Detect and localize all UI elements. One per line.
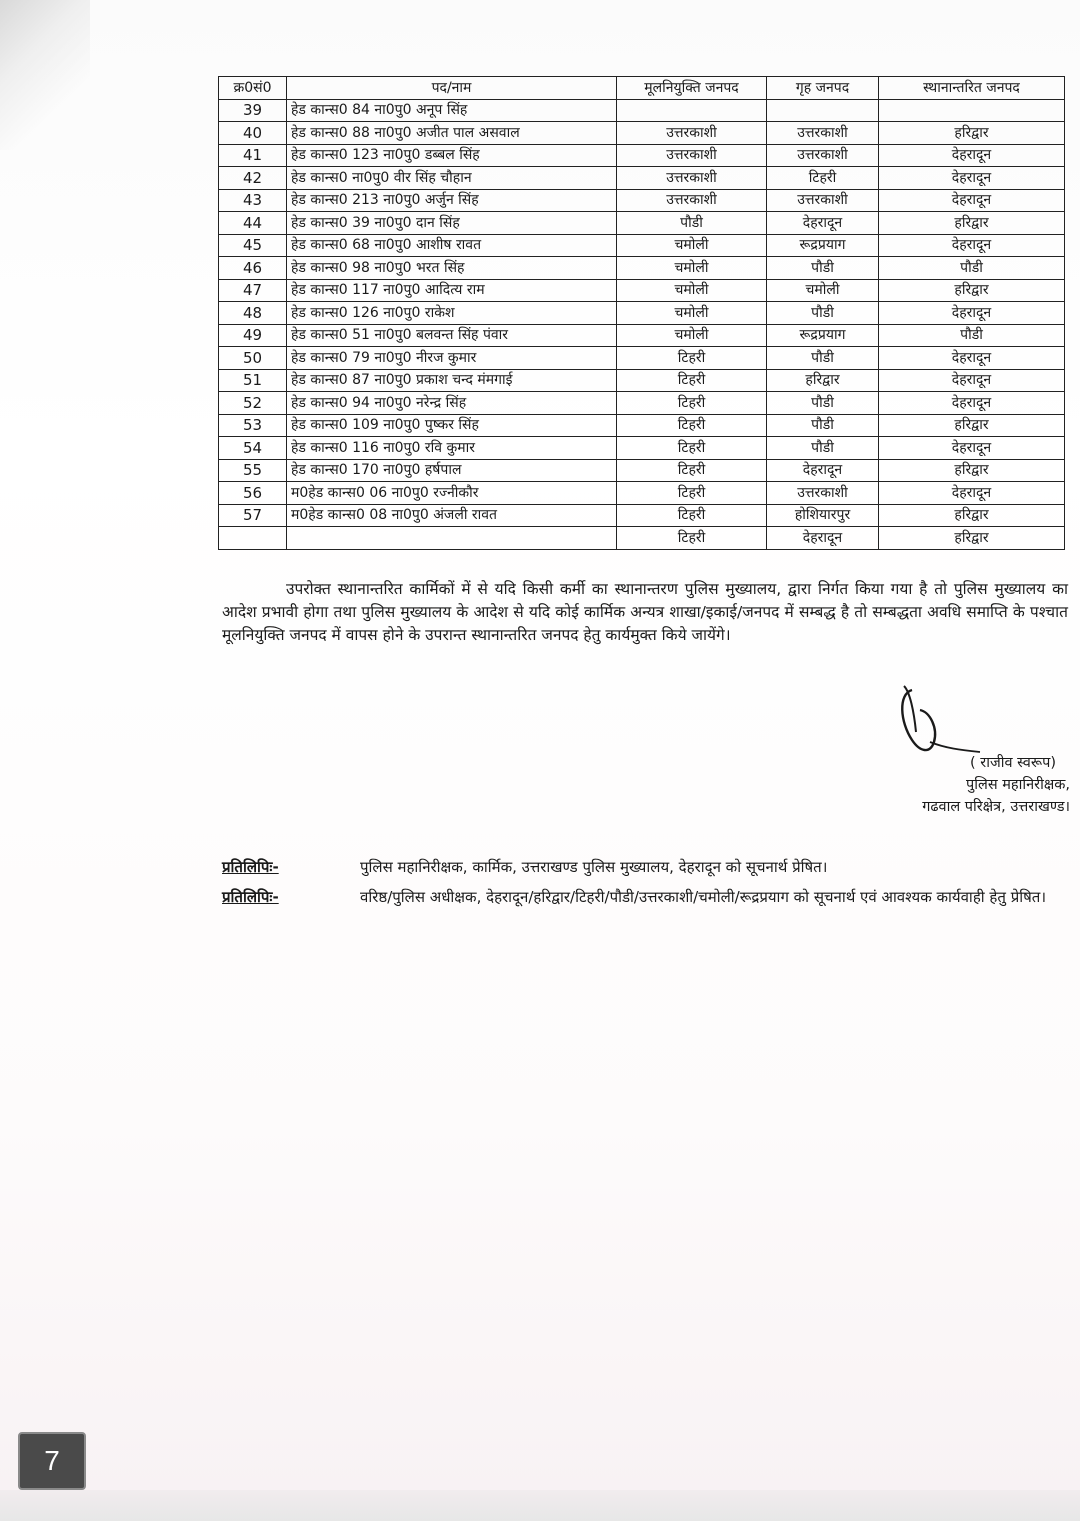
- cell-home-district: पौडी: [767, 257, 879, 280]
- cell-name: [287, 527, 617, 550]
- cell-name: हेड कान्स0 116 ना0पु0 रवि कुमार: [287, 437, 617, 460]
- cell-transferred-district: देहरादून: [879, 392, 1065, 415]
- table-body: [219, 99, 1065, 549]
- cell-transferred-district: देहरादून: [879, 167, 1065, 190]
- table-row: [219, 234, 1065, 257]
- cell-home-district: उत्तरकाशी: [767, 144, 879, 167]
- cell-transferred-district: [879, 99, 1065, 122]
- note-text: उपरोक्त स्थानान्तरित कार्मिकों में से यदि किसी कर्मी का स्थानान्तरण पुलिस मुख्यालय, द्वारा निर्गत किया गया है तो पुलिस मुख्यालय का आदेश प्रभावी होगा तथा पुलिस मुख्यालय के आदेश से यदि कोई कार्मिक अन्यत्र शाखा/इकाई/जनपद में सम्बद्ध है तो सम्बद्धता अवधि समाप्ति के पश्चात मूलनियुक्ति जनपद में वापस होने के उपरान्त स्थानान्तरित जनपद हेतु कार्यमुक्त किये जायेंगे।: [222, 580, 1068, 644]
- table-row: [219, 482, 1065, 505]
- transfer-note: [222, 578, 1068, 647]
- cell-serial: 56: [219, 482, 287, 505]
- copy-to-row: [222, 885, 1072, 909]
- table-row: [219, 279, 1065, 302]
- table-row: [219, 527, 1065, 550]
- cell-serial: 44: [219, 212, 287, 235]
- cell-name: हेड कान्स0 98 ना0पु0 भरत सिंह: [287, 257, 617, 280]
- table-row: [219, 122, 1065, 145]
- cell-serial: 52: [219, 392, 287, 415]
- table-row: [219, 414, 1065, 437]
- cell-name: म0हेड कान्स0 08 ना0पु0 अंजली रावत: [287, 504, 617, 527]
- cell-serial: 51: [219, 369, 287, 392]
- cell-serial: 41: [219, 144, 287, 167]
- cell-transferred-district: देहरादून: [879, 482, 1065, 505]
- cell-original-district: उत्तरकाशी: [617, 122, 767, 145]
- cell-original-district: टिहरी: [617, 459, 767, 482]
- cell-serial: 57: [219, 504, 287, 527]
- copy-to-label: प्रतिलिपिः-: [222, 858, 279, 876]
- table-header-row: [219, 77, 1065, 100]
- table-row: [219, 212, 1065, 235]
- cell-name: हेड कान्स0 87 ना0पु0 प्रकाश चन्द मंमगाई: [287, 369, 617, 392]
- cell-transferred-district: पौडी: [879, 324, 1065, 347]
- signature-image: [890, 682, 990, 762]
- cell-transferred-district: देहरादून: [879, 369, 1065, 392]
- cell-transferred-district: हरिद्वार: [879, 459, 1065, 482]
- cell-transferred-district: देहरादून: [879, 189, 1065, 212]
- cell-name: हेड कान्स0 ना0पु0 वीर सिंह चौहान: [287, 167, 617, 190]
- cell-name: म0हेड कान्स0 06 ना0पु0 रज्नीकौर: [287, 482, 617, 505]
- cell-original-district: टिहरी: [617, 414, 767, 437]
- cell-serial: 43: [219, 189, 287, 212]
- signatory-office: गढवाल परिक्षेत्र, उत्तराखण्ड।: [922, 799, 1070, 815]
- table-row: [219, 392, 1065, 415]
- cell-home-district: चमोली: [767, 279, 879, 302]
- cell-transferred-district: हरिद्वार: [879, 212, 1065, 235]
- cell-original-district: टिहरी: [617, 482, 767, 505]
- cell-serial: 45: [219, 234, 287, 257]
- cell-name: हेड कान्स0 109 ना0पु0 पुष्कर सिंह: [287, 414, 617, 437]
- table-row: [219, 504, 1065, 527]
- cell-name: हेड कान्स0 94 ना0पु0 नरेन्द्र सिंह: [287, 392, 617, 415]
- cell-transferred-district: हरिद्वार: [879, 122, 1065, 145]
- cell-transferred-district: हरिद्वार: [879, 527, 1065, 550]
- header-original-district: मूलनियुक्ति जनपद: [617, 77, 767, 100]
- cell-original-district: [617, 99, 767, 122]
- copy-to-label: प्रतिलिपिः-: [222, 888, 279, 906]
- cell-transferred-district: देहरादून: [879, 347, 1065, 370]
- cell-original-district: टिहरी: [617, 392, 767, 415]
- cell-name: हेड कान्स0 84 ना0पु0 अनूप सिंह: [287, 99, 617, 122]
- table-row: [219, 437, 1065, 460]
- header-name: पद/नाम: [287, 77, 617, 100]
- cell-home-district: देहरादून: [767, 527, 879, 550]
- cell-serial: 55: [219, 459, 287, 482]
- cell-serial: 39: [219, 99, 287, 122]
- table-row: [219, 99, 1065, 122]
- cell-name: हेड कान्स0 117 ना0पु0 आदित्य राम: [287, 279, 617, 302]
- cell-original-district: चमोली: [617, 302, 767, 325]
- table-row: [219, 257, 1065, 280]
- cell-original-district: टिहरी: [617, 504, 767, 527]
- table-row: [219, 459, 1065, 482]
- cell-home-district: हरिद्वार: [767, 369, 879, 392]
- cell-transferred-district: देहरादून: [879, 437, 1065, 460]
- cell-home-district: पौडी: [767, 414, 879, 437]
- transfer-table: [218, 76, 1065, 550]
- cell-home-district: देहरादून: [767, 212, 879, 235]
- cell-original-district: पौडी: [617, 212, 767, 235]
- cell-name: हेड कान्स0 170 ना0पु0 हर्षपाल: [287, 459, 617, 482]
- cell-serial: 49: [219, 324, 287, 347]
- cell-transferred-district: देहरादून: [879, 302, 1065, 325]
- cell-transferred-district: पौडी: [879, 257, 1065, 280]
- copy-to-row: [222, 855, 1072, 879]
- cell-original-district: चमोली: [617, 257, 767, 280]
- page-number-badge: 7: [18, 1432, 86, 1490]
- signatory-name: ( राजीव स्वरूप): [970, 755, 1056, 771]
- cell-home-district: पौडी: [767, 302, 879, 325]
- cell-serial: 46: [219, 257, 287, 280]
- cell-original-district: टिहरी: [617, 437, 767, 460]
- copy-to-section: [222, 855, 1072, 915]
- cell-name: हेड कान्स0 39 ना0पु0 दान सिंह: [287, 212, 617, 235]
- cell-serial: 48: [219, 302, 287, 325]
- cell-home-district: पौडी: [767, 392, 879, 415]
- cell-original-district: चमोली: [617, 234, 767, 257]
- header-home-district: गृह जनपद: [767, 77, 879, 100]
- cell-original-district: चमोली: [617, 324, 767, 347]
- cell-original-district: टिहरी: [617, 369, 767, 392]
- cell-original-district: उत्तरकाशी: [617, 167, 767, 190]
- copy-to-text: वरिष्ठ/पुलिस अधीक्षक, देहरादून/हरिद्वार/टिहरी/पौडी/उत्तरकाशी/चमोली/रूद्रप्रयाग को सूचनार्थ एवं आवश्यक कार्यवाही हेतु प्रेषित।: [360, 888, 1047, 906]
- header-transferred-district: स्थानान्तरित जनपद: [879, 77, 1065, 100]
- cell-original-district: उत्तरकाशी: [617, 189, 767, 212]
- table-row: [219, 324, 1065, 347]
- cell-name: हेड कान्स0 213 ना0पु0 अर्जुन सिंह: [287, 189, 617, 212]
- cell-name: हेड कान्स0 88 ना0पु0 अजीत पाल असवाल: [287, 122, 617, 145]
- table-row: [219, 302, 1065, 325]
- cell-home-district: उत्तरकाशी: [767, 122, 879, 145]
- cell-serial: [219, 527, 287, 550]
- cell-home-district: देहरादून: [767, 459, 879, 482]
- cell-home-district: होशियारपुर: [767, 504, 879, 527]
- table-row: [219, 347, 1065, 370]
- cell-home-district: उत्तरकाशी: [767, 189, 879, 212]
- cell-serial: 47: [219, 279, 287, 302]
- cell-name: हेड कान्स0 126 ना0पु0 राकेश: [287, 302, 617, 325]
- page-edge-shadow: [0, 0, 90, 150]
- cell-serial: 53: [219, 414, 287, 437]
- cell-serial: 54: [219, 437, 287, 460]
- cell-original-district: चमोली: [617, 279, 767, 302]
- table-row: [219, 369, 1065, 392]
- header-serial: क्र0सं0: [219, 77, 287, 100]
- copy-to-text: पुलिस महानिरीक्षक, कार्मिक, उत्तराखण्ड पुलिस मुख्यालय, देहरादून को सूचनार्थ प्रेषित।: [360, 858, 828, 876]
- cell-home-district: पौडी: [767, 347, 879, 370]
- cell-serial: 42: [219, 167, 287, 190]
- cell-home-district: पौडी: [767, 437, 879, 460]
- cell-original-district: टिहरी: [617, 347, 767, 370]
- cell-original-district: उत्तरकाशी: [617, 144, 767, 167]
- table-row: [219, 167, 1065, 190]
- cell-original-district: टिहरी: [617, 527, 767, 550]
- cell-transferred-district: देहरादून: [879, 144, 1065, 167]
- cell-home-district: रूद्रप्रयाग: [767, 234, 879, 257]
- table-row: [219, 144, 1065, 167]
- signatory-designation: पुलिस महानिरीक्षक,: [966, 777, 1070, 793]
- cell-transferred-district: देहरादून: [879, 234, 1065, 257]
- cell-serial: 50: [219, 347, 287, 370]
- cell-transferred-district: हरिद्वार: [879, 279, 1065, 302]
- cell-home-district: टिहरी: [767, 167, 879, 190]
- cell-name: हेड कान्स0 79 ना0पु0 नीरज कुमार: [287, 347, 617, 370]
- cell-home-district: उत्तरकाशी: [767, 482, 879, 505]
- cell-serial: 40: [219, 122, 287, 145]
- cell-transferred-district: हरिद्वार: [879, 504, 1065, 527]
- cell-transferred-district: हरिद्वार: [879, 414, 1065, 437]
- cell-home-district: [767, 99, 879, 122]
- signatory-block: [860, 752, 1070, 818]
- cell-name: हेड कान्स0 123 ना0पु0 डब्बल सिंह: [287, 144, 617, 167]
- cell-home-district: रूद्रप्रयाग: [767, 324, 879, 347]
- table-row: [219, 189, 1065, 212]
- page-bottom-edge: [0, 1490, 1080, 1521]
- cell-name: हेड कान्स0 51 ना0पु0 बलवन्त सिंह पंवार: [287, 324, 617, 347]
- cell-name: हेड कान्स0 68 ना0पु0 आशीष रावत: [287, 234, 617, 257]
